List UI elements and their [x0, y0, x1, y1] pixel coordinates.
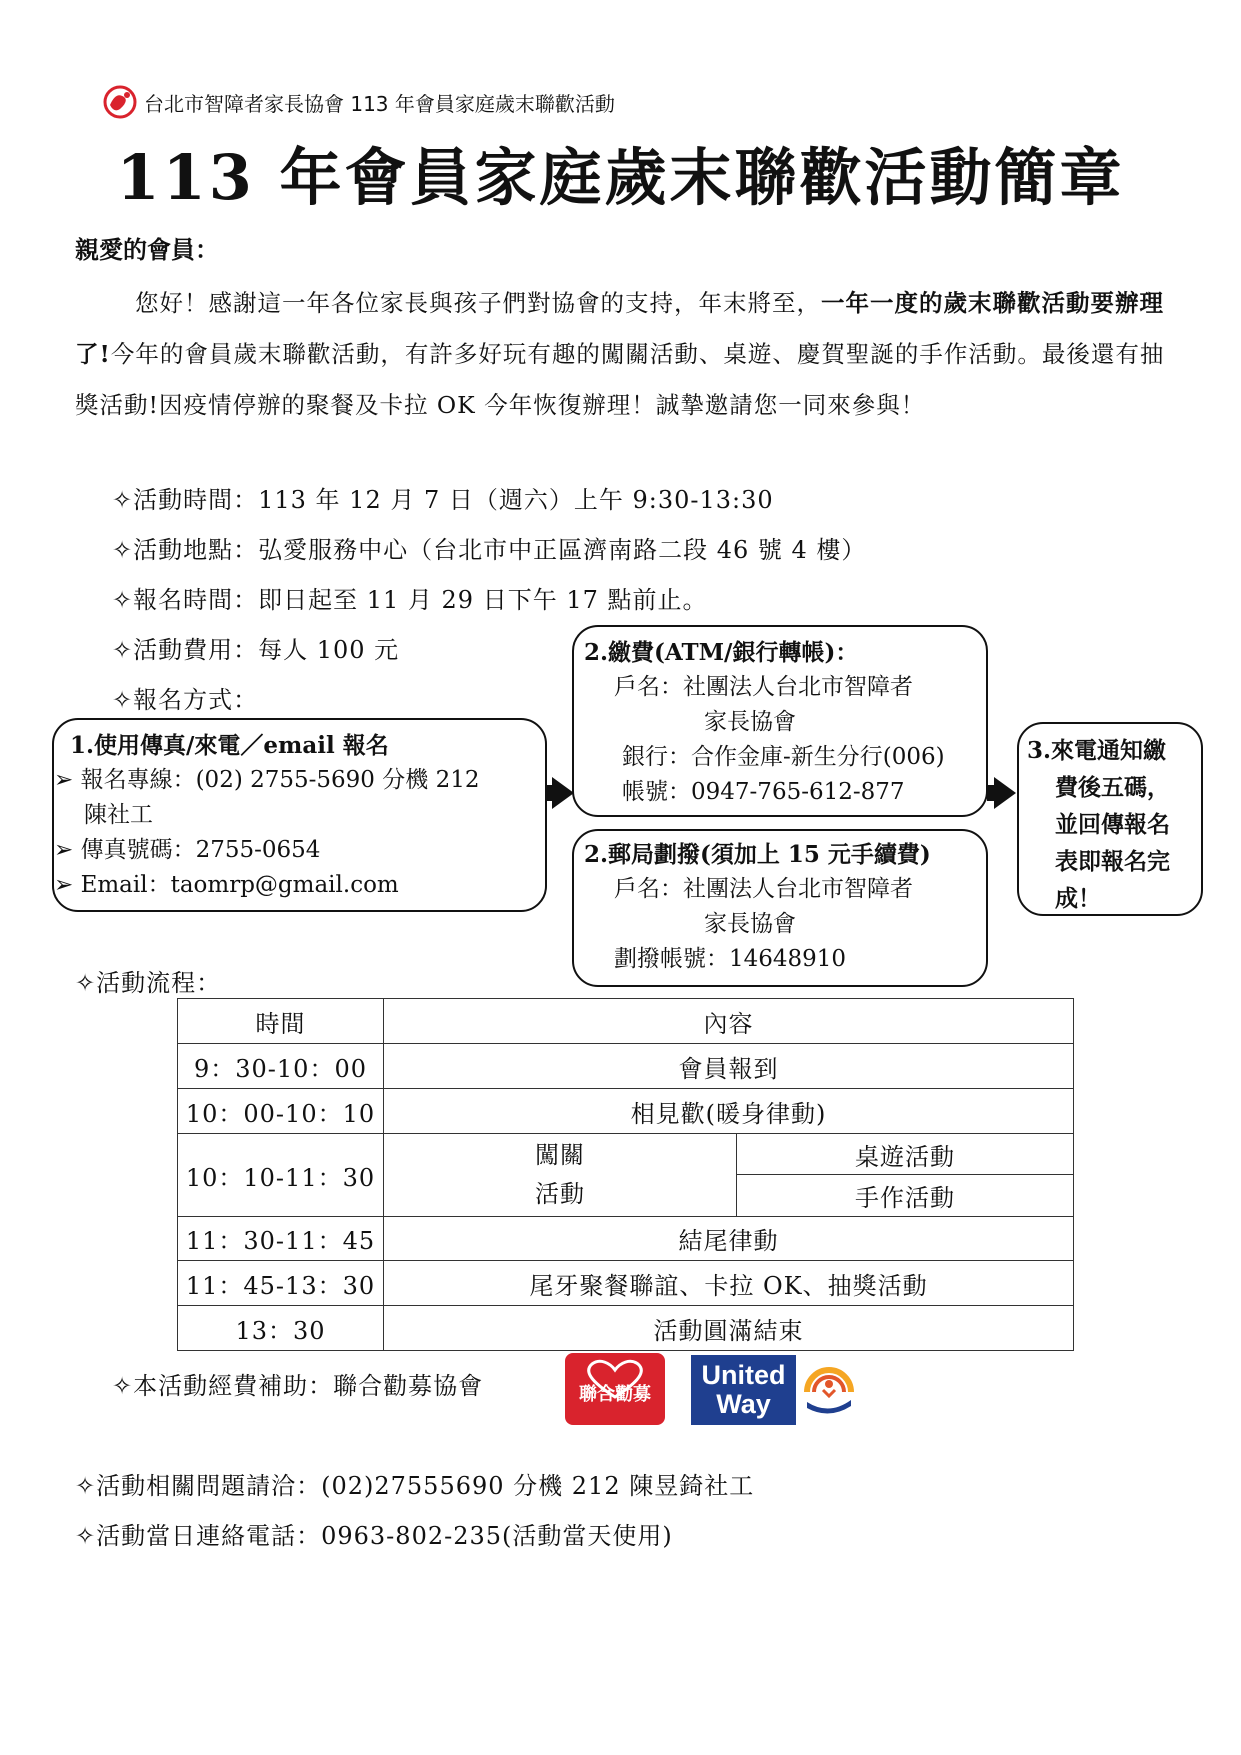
- header-org-line: 台北市智障者家長協會 113 年會員家庭歲末聯歡活動: [144, 91, 615, 116]
- table-row: [178, 1306, 1074, 1351]
- group-line-b: 活動: [535, 1180, 585, 1208]
- step2a-line4: 帳號：0947-765-612-877: [622, 779, 905, 805]
- step1-title: 1.使用傳真/來電／email 報名: [70, 732, 389, 759]
- detail-method: ✧報名方式：: [112, 686, 259, 714]
- table-row: [178, 1134, 1074, 1175]
- row-time: 13：30: [178, 1306, 384, 1351]
- intro-paragraph: [75, 278, 1170, 431]
- step1-line3: ➢ 傳真號碼：2755-0654: [54, 837, 321, 863]
- step3-line5: 成！: [1055, 885, 1101, 912]
- table-row: [178, 1261, 1074, 1306]
- table-row: [178, 1089, 1074, 1134]
- association-logo-icon: [102, 85, 138, 119]
- step1-line4: ➢ Email：taomrp@gmail.com: [54, 872, 399, 898]
- step2b-line2: 家長協會: [704, 911, 796, 937]
- row-time: 9：30-10：00: [178, 1044, 384, 1089]
- step2a-line2: 家長協會: [704, 709, 796, 735]
- schedule-table: [177, 998, 1074, 1351]
- step2b-line1: 戶名：社團法人台北市智障者: [614, 876, 913, 902]
- step2a-line1: 戶名：社團法人台北市智障者: [614, 674, 913, 700]
- logo-cn-text: 聯合勸募: [579, 1384, 651, 1405]
- step2a-title: 2.繳費(ATM/銀行轉帳)：: [584, 639, 859, 666]
- contact-inquiry: ✧活動相關問題請洽：(02)27555690 分機 212 陳昱錡社工: [75, 1472, 755, 1500]
- united-way-cn-logo: [565, 1353, 665, 1425]
- row-group: [384, 1134, 737, 1217]
- detail-fee: ✧活動費用：每人 100 元: [112, 636, 400, 664]
- logo-en-1: United: [701, 1360, 786, 1390]
- row-time: 10：10-11：30: [178, 1134, 384, 1217]
- sponsor-text: ✧本活動經費補助：聯合勸募協會: [112, 1372, 484, 1400]
- row-time: 11：45-13：30: [178, 1261, 384, 1306]
- contact-day-phone: ✧活動當日連絡電話：0963-802-235(活動當天使用): [75, 1522, 673, 1550]
- step2-postal-box: [572, 829, 988, 987]
- col-time-header: 時間: [178, 999, 384, 1044]
- intro-part1: 您好！感謝這一年各位家長與孩子們對協會的支持，年末將至，: [135, 289, 821, 317]
- step3-box: [1017, 722, 1203, 916]
- page-title: 113 年會員家庭歲末聯歡活動簡章: [116, 141, 1125, 214]
- table-row: [178, 1044, 1074, 1089]
- arrow-1-icon: [552, 777, 574, 809]
- schedule-heading: ✧活動流程：: [75, 969, 222, 997]
- row-time: 11：30-11：45: [178, 1217, 384, 1261]
- intro-bold: 一年一度的歲末聯歡活動要辦理了!: [75, 289, 1164, 368]
- group-line-a: 闖關: [535, 1141, 585, 1169]
- step2a-line3: 銀行：合作金庫-新生分行(006): [622, 744, 945, 770]
- united-way-logo: [691, 1355, 862, 1425]
- row-time: 10：00-10：10: [178, 1089, 384, 1134]
- greeting: 親愛的會員：: [75, 235, 219, 264]
- step1-box: [52, 718, 547, 912]
- row-content: 結尾律動: [384, 1217, 1074, 1261]
- row-content: 尾牙聚餐聯誼、卡拉 OK、抽獎活動: [384, 1261, 1074, 1306]
- detail-time: ✧活動時間：113 年 12 月 7 日（週六）上午 9:30-13:30: [112, 486, 774, 514]
- arrow-2-icon: [994, 777, 1016, 809]
- detail-deadline: ✧報名時間：即日起至 11 月 29 日下午 17 點前止。: [112, 586, 708, 614]
- united-way-wordmark: [691, 1361, 796, 1419]
- step3-line4: 表即報名完: [1055, 848, 1170, 875]
- step2-transfer-box: [572, 625, 988, 817]
- row-sub: 桌遊活動: [737, 1134, 1074, 1175]
- table-row: [178, 999, 1074, 1044]
- step3-line1: 3.來電通知繳: [1027, 737, 1167, 764]
- header: [102, 84, 615, 120]
- step2b-line3: 劃撥帳號：14648910: [614, 946, 847, 972]
- step1-line2: 陳社工: [84, 802, 153, 828]
- step2b-title: 2.郵局劃撥(須加上 15 元手續費): [584, 841, 931, 868]
- row-content: 會員報到: [384, 1044, 1074, 1089]
- step3-line3: 並回傳報名: [1055, 811, 1170, 838]
- logo-en-2: Way: [716, 1389, 771, 1419]
- col-content-header: 內容: [384, 999, 1074, 1044]
- row-content: 相見歡(暖身律動): [384, 1089, 1074, 1134]
- row-sub: 手作活動: [737, 1175, 1074, 1217]
- intro-part2: 今年的會員歲末聯歡活動，有許多好玩有趣的闖關活動、桌遊、慶賀聖誕的手作活動。最後還有抽獎活動!因疫情停辦的聚餐及卡拉 OK 今年恢復辦理！誠摯邀請您一同來參與！: [75, 340, 1165, 419]
- hand-rainbow-icon: [801, 1362, 857, 1418]
- detail-place: ✧活動地點：弘愛服務中心（台北市中正區濟南路二段 46 號 4 樓）: [112, 536, 867, 564]
- step1-line1: ➢ 報名專線：(02) 2755-5690 分機 212: [54, 767, 480, 793]
- table-row: [178, 1217, 1074, 1261]
- united-way-emblem: [796, 1355, 862, 1425]
- row-content: 活動圓滿結束: [384, 1306, 1074, 1351]
- step3-line2: 費後五碼，: [1055, 774, 1170, 801]
